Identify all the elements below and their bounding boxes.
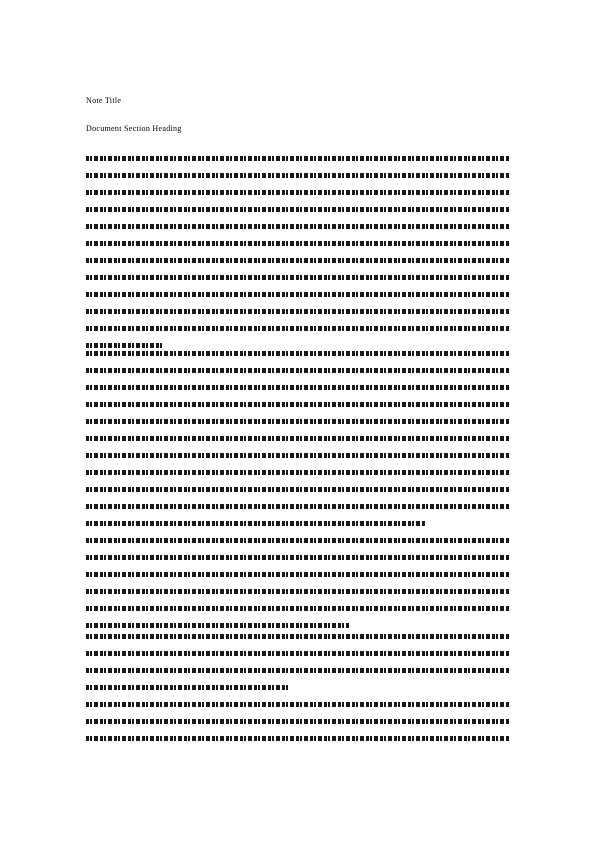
text-line xyxy=(86,719,510,724)
text-line xyxy=(86,555,510,560)
text-line xyxy=(86,292,510,297)
text-line xyxy=(86,190,510,195)
text-line xyxy=(86,521,425,526)
text-line xyxy=(86,385,510,390)
text-line xyxy=(86,224,510,229)
text-line xyxy=(86,241,510,246)
paragraph-2 xyxy=(86,351,510,640)
document-header: Note Title xyxy=(86,96,122,105)
text-line xyxy=(86,343,162,348)
text-line xyxy=(86,419,510,424)
text-line xyxy=(86,634,510,639)
text-line xyxy=(86,538,510,543)
text-line xyxy=(86,453,510,458)
text-line xyxy=(86,606,510,611)
text-line xyxy=(86,470,510,475)
text-line xyxy=(86,668,510,673)
text-line xyxy=(86,309,510,314)
document-title: Document Section Heading xyxy=(86,124,182,133)
text-line xyxy=(86,173,510,178)
text-line xyxy=(86,402,510,407)
text-line xyxy=(86,326,510,331)
text-line xyxy=(86,736,510,741)
paragraph-3 xyxy=(86,634,510,753)
text-line xyxy=(86,572,510,577)
text-line xyxy=(86,436,510,441)
text-line xyxy=(86,351,510,356)
text-line xyxy=(86,156,510,161)
text-line xyxy=(86,589,510,594)
text-line xyxy=(86,368,510,373)
text-line xyxy=(86,275,510,280)
text-line xyxy=(86,258,510,263)
paragraph-1 xyxy=(86,156,510,360)
text-line xyxy=(86,623,349,628)
text-line xyxy=(86,702,510,707)
text-line xyxy=(86,487,510,492)
text-line xyxy=(86,685,290,690)
text-line xyxy=(86,207,510,212)
text-line xyxy=(86,504,510,509)
text-line xyxy=(86,651,510,656)
